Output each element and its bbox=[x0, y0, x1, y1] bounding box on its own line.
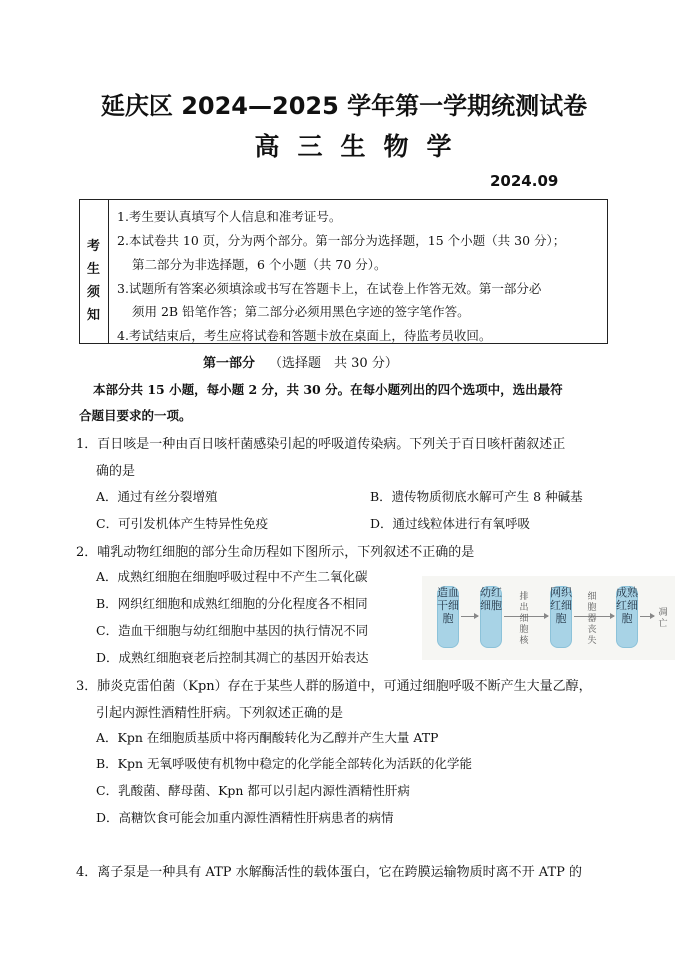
notice-line: 2.本试卷共 10 页，分为两个部分。第一部分为选择题，15 个小题（共 30 分）； bbox=[117, 233, 566, 248]
question-3-stem: 引起内源性酒精性肝病。下列叙述正确的是 bbox=[96, 706, 344, 721]
question-1-stem: 确的是 bbox=[96, 464, 136, 479]
exam-date: 2024.09 bbox=[490, 172, 559, 190]
notice-label-char: 考 bbox=[87, 239, 101, 254]
question-1-option-c: C．可引发机体产生特异性免疫 bbox=[96, 516, 269, 531]
exam-title: 延庆区 2024—2025 学年第一学期统测试卷 bbox=[100, 92, 588, 120]
diagram-arrow bbox=[461, 616, 478, 617]
notice-line: 3.试题所有答案必须填涂或书写在答题卡上，在试卷上作答无效。第一部分必 bbox=[117, 281, 542, 296]
notice-line: 4.考试结束后，考生应将试卷和答题卡放在桌面上，待监考员收回。 bbox=[117, 328, 492, 343]
part-one-title: 第一部分 bbox=[203, 356, 256, 371]
question-3-stem: 3．肺炎克雷伯菌（Kpn）存在于某些人群的肠道中，可通过细胞呼吸不断产生大量乙醇， bbox=[76, 679, 592, 694]
notice-line: 第二部分为非选择题，6 个小题（共 70 分）。 bbox=[132, 257, 387, 272]
diagram-end-label: 凋亡 bbox=[658, 608, 668, 629]
notice-line: 须用 2B 铅笔作答；第二部分必须用黑色字迹的签字笔作答。 bbox=[132, 304, 470, 319]
question-3-option-a: A．Kpn 在细胞质基质中将丙酮酸转化为乙醇并产生大量 ATP bbox=[96, 730, 439, 745]
question-3-option-c: C．乳酸菌、酵母菌、Kpn 都可以引起内源性酒精性肝病 bbox=[96, 783, 410, 798]
notice-label-char: 须 bbox=[87, 285, 101, 300]
notice-label-char: 生 bbox=[87, 262, 101, 277]
notice-label-char: 知 bbox=[87, 308, 101, 323]
diagram-cell-label: 网织红细胞 bbox=[550, 586, 572, 625]
question-2-option-b: B．网织红细胞和成熟红细胞的分化程度各不相同 bbox=[96, 596, 368, 611]
question-3-option-d: D．高糖饮食可能会加重内源性酒精性肝病患者的病情 bbox=[96, 810, 394, 825]
question-2-stem: 2．哺乳动物红细胞的部分生命历程如下图所示，下列叙述不正确的是 bbox=[76, 545, 475, 560]
exam-subject: 高三生物学 bbox=[254, 132, 470, 161]
part-one-instructions: 本部分共 15 小题，每小题 2 分，共 30 分。在每小题列出的四个选项中，选出最符 bbox=[93, 382, 563, 397]
part-one-note: （选择题 共 30 分） bbox=[269, 356, 398, 371]
question-2-option-d: D．成熟红细胞衰老后控制其凋亡的基因开始表达 bbox=[96, 650, 369, 665]
notice-line: 1.考生要认真填写个人信息和准考证号。 bbox=[117, 209, 342, 224]
diagram-arrow bbox=[640, 616, 654, 617]
diagram-cell-label: 造血干细胞 bbox=[437, 586, 459, 625]
question-1-option-b: B．遗传物质彻底水解可产生 8 种碱基 bbox=[370, 489, 583, 504]
diagram-cell-label: 成熟红细胞 bbox=[616, 586, 638, 625]
question-1-option-d: D．通过线粒体进行有氧呼吸 bbox=[370, 516, 531, 531]
question-2-option-c: C．造血干细胞与幼红细胞中基因的执行情况不同 bbox=[96, 623, 369, 638]
notice-label bbox=[80, 200, 109, 343]
candidate-notice-box bbox=[79, 199, 608, 344]
question-1-stem: 1．百日咳是一种由百日咳杆菌感染引起的呼吸道传染病。下列关于百日咳杆菌叙述正 bbox=[76, 437, 566, 452]
part-one-instructions: 合题目要求的一项。 bbox=[79, 408, 192, 423]
part-one-heading bbox=[203, 352, 398, 371]
red-blood-cell-lifecycle-diagram bbox=[422, 576, 675, 660]
diagram-cell-label: 幼红细胞 bbox=[480, 586, 502, 612]
diagram-step-label: 细胞器丧失 bbox=[587, 592, 597, 646]
question-2-option-a: A．成熟红细胞在细胞呼吸过程中不产生二氧化碳 bbox=[96, 569, 368, 584]
question-3-option-b: B．Kpn 无氧呼吸使有机物中稳定的化学能全部转化为活跃的化学能 bbox=[96, 756, 473, 771]
question-4-stem: 4．离子泵是一种具有 ATP 水解酶活性的载体蛋白，它在跨膜运输物质时离不开 ATP 的 bbox=[76, 865, 582, 880]
question-1-option-a: A．通过有丝分裂增殖 bbox=[96, 489, 218, 504]
diagram-step-label: 排出细胞核 bbox=[519, 592, 529, 646]
